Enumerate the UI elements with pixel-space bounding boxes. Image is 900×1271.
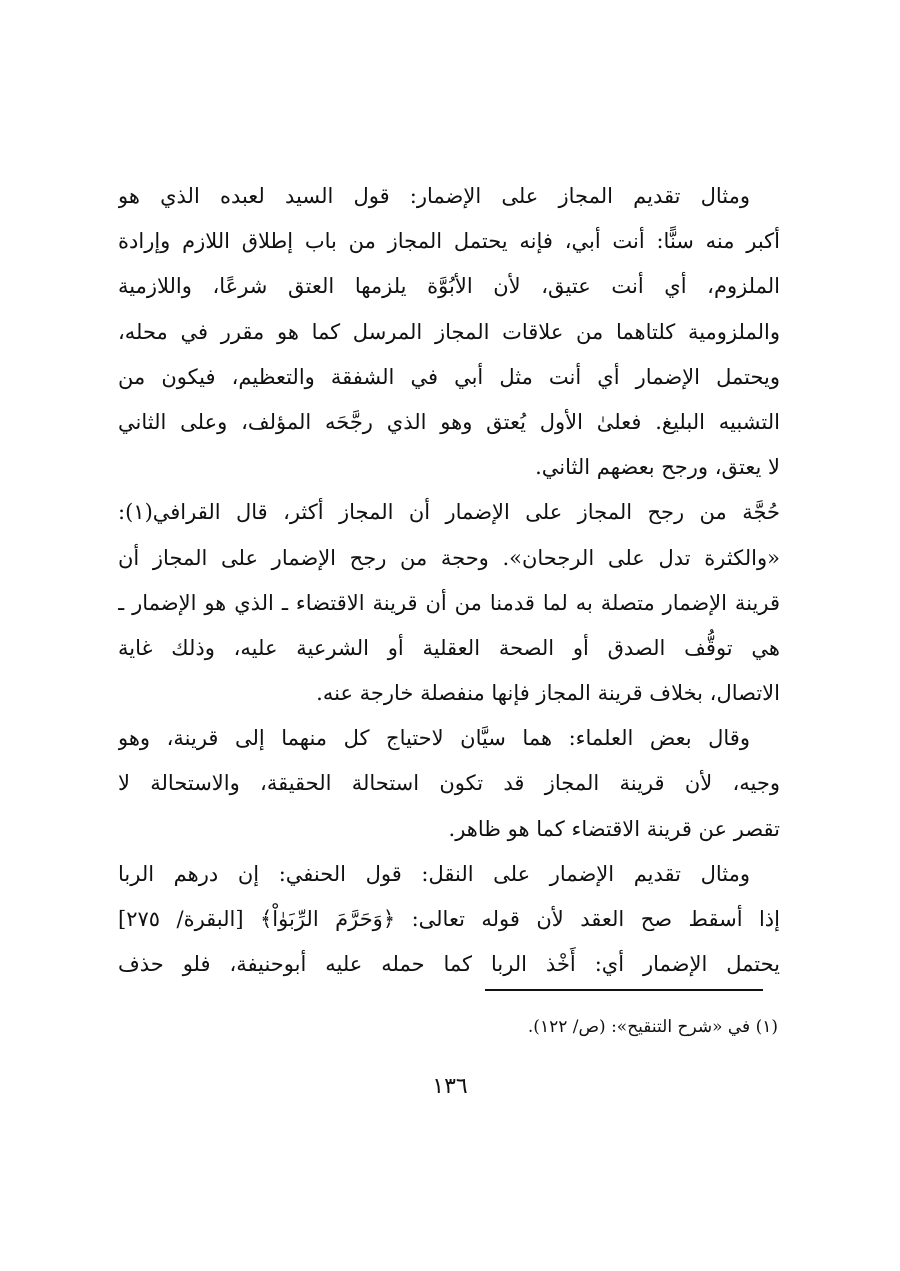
body-line: لا يعتق، ورجح بعضهم الثاني.	[535, 455, 780, 480]
body-line: وجيه، لأن قرينة المجاز قد تكون استحالة الحقيقة، والاستحالة لا	[118, 771, 780, 796]
body-line: تقصر عن قرينة الاقتضاء كما هو ظاهر.	[448, 816, 780, 841]
footnote-divider	[485, 989, 763, 991]
footnote: (١) في «شرح التنقيح»: (ص/ ١٢٢).	[527, 1017, 778, 1037]
body-line: والملزومية كلتاهما من علاقات المجاز المرسل كما هو مقرر في محله،	[118, 319, 780, 344]
body-line: ومثال تقديم المجاز على الإضمار: قول السيد لعبده الذي هو	[118, 184, 750, 208]
body-line: الاتصال، بخلاف قرينة المجاز فإنها منفصلة خارجة عنه.	[316, 681, 780, 706]
body-line: التشبيه البليغ. فعلىٰ الأول يُعتق وهو الذي رجَّحَه المؤلف، وعلى الثاني	[118, 409, 780, 434]
body-line: ومثال تقديم الإضمار على النقل: قول الحنفي: إن درهم الربا	[118, 861, 750, 886]
body-line: «والكثرة تدل على الرجحان». وحجة من رجح الإضمار على المجاز أن	[118, 545, 780, 570]
body-line: ويحتمل الإضمار أي أنت مثل أبي في الشفقة والتعظيم، فيكون من	[118, 364, 780, 389]
body-line: وقال بعض العلماء: هما سيَّان لاحتياج كل منهما إلى قرينة، وهو	[118, 726, 750, 751]
body-line: أكبر منه سنًّا: أنت أبي، فإنه يحتمل المجاز من باب إطلاق اللازم وإرادة	[118, 229, 780, 254]
body-line: هي توقُّف الصدق أو الصحة العقلية أو الشرعية عليه، وذلك غاية	[118, 635, 780, 660]
body-line: الملزوم، أي أنت عتيق، لأن الأبُوَّة يلزمها العتق شرعًا، واللازمية	[118, 274, 780, 299]
body-line: يحتمل الإضمار أي: أَخْذ الربا كما حمله عليه أبوحنيفة، فلو حذف	[118, 952, 780, 977]
body-line: قرينة الإضمار متصلة به لما قدمنا من أن قرينة الاقتضاء ـ الذي هو الإضمار ـ	[118, 590, 780, 615]
page-number: ١٣٦	[432, 1074, 468, 1099]
body-text	[118, 174, 780, 987]
body-line: إذا أسقط صح العقد لأن قوله تعالى: ﴿وَحَرَّمَ الرِّبَوٰاْ﴾ [البقرة/ ٢٧٥]	[118, 907, 780, 931]
body-line: حُجَّة من رجح المجاز على الإضمار أن المجاز أكثر، قال القرافي(١):	[118, 500, 780, 525]
